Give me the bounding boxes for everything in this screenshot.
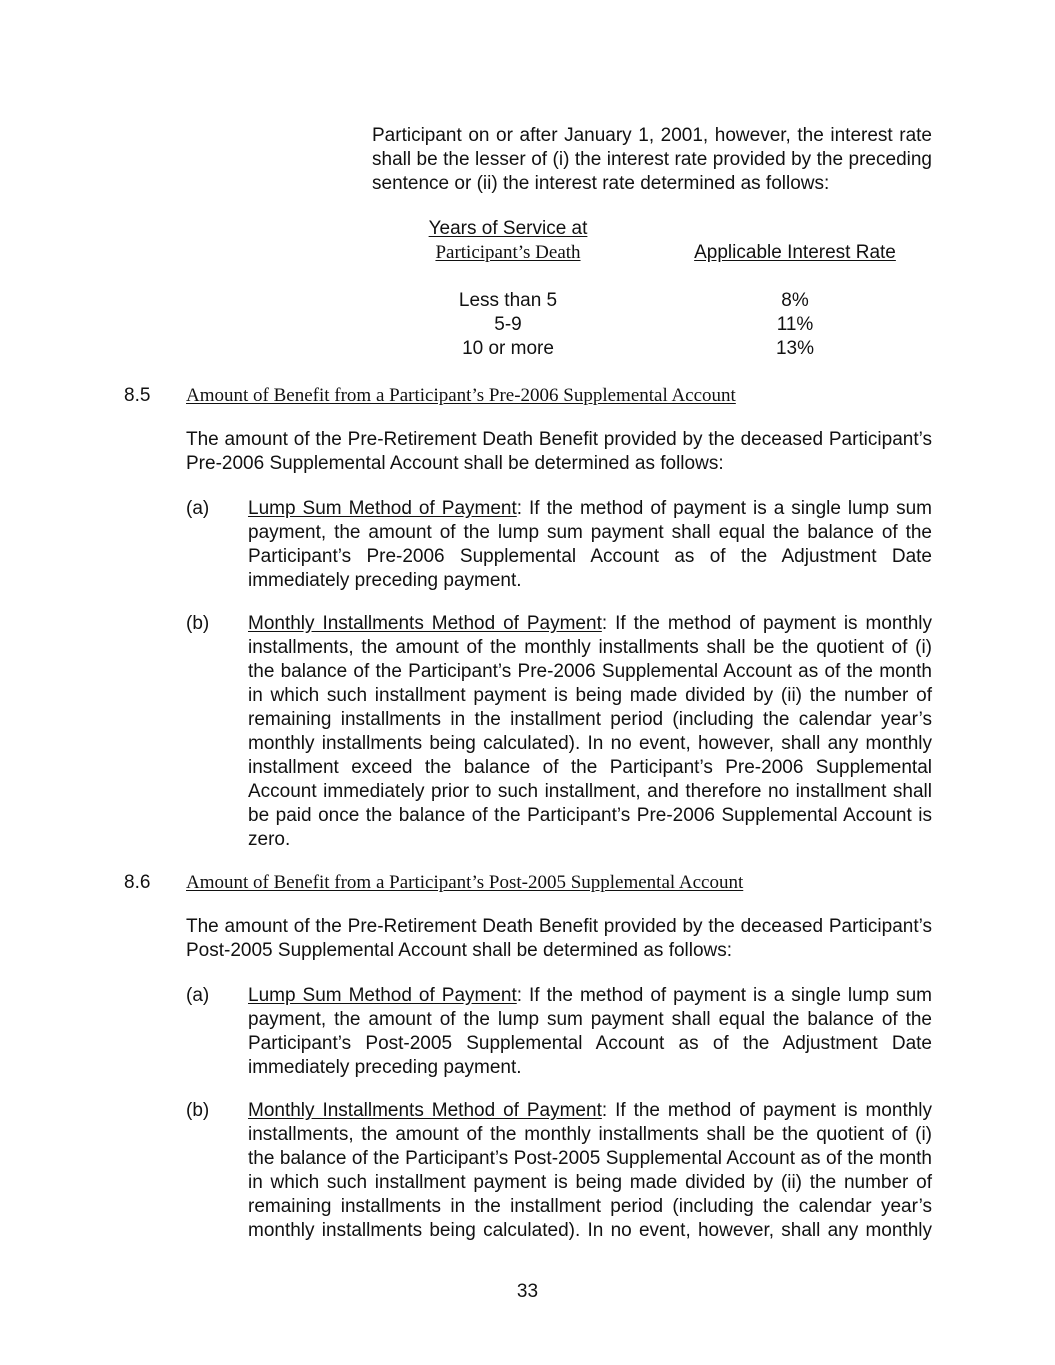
section-8-6-intro: The amount of the Pre-Retirement Death Benefit provided by the deceased Participant’s Post-2005 Supplemental Account shall be determined as follows: [186, 916, 932, 961]
intro-paragraph: Participant on or after January 1, 2001, however, the interest rate shall be the lesser of (i) the interest rate provided by the preceding sentence or (ii) the interest rate determined as follows: [372, 125, 932, 194]
table-cell-years: Less than 5 [458, 290, 558, 311]
item-heading: Monthly Installments Method of Payment [248, 613, 602, 634]
section-8-6-item-b-label: (b) [186, 1100, 210, 1121]
section-8-6-item-b-body [248, 1099, 932, 1243]
table-header-years-line2: Participant’s Death [435, 242, 581, 263]
table-header-years [388, 217, 628, 265]
section-8-5-intro: The amount of the Pre-Retirement Death Benefit provided by the deceased Participant’s Pre-2006 Supplemental Account shall be determined as follows: [186, 429, 932, 474]
table-cell-rate: 11% [776, 314, 814, 335]
section-8-6-title: Amount of Benefit from a Participant’s Post-2005 Supplemental Account [186, 872, 744, 893]
item-text: : If the method of payment is monthly installments, the amount of the monthly installments shall be the quotient of (i) the balance of the Participant’s Post-2005 Supplemental Account as of the month in which such installment payment is being made divided by (ii) the number of remaining installments in the installment period (including the calendar year’s monthly installments being calculated). In no event, however, shall any monthly [248, 1100, 933, 1241]
item-text: : If the method of payment is a single lump sum payment, the amount of the lump sum payment shall equal the balance of the Participant’s Post-2005 Supplemental Account as of the Adjustment Date immediately preceding payment. [248, 985, 932, 1078]
item-heading: Lump Sum Method of Payment [248, 985, 517, 1006]
item-text: : If the method of payment is a single lump sum payment, the amount of the lump sum payment shall equal the balance of the Participant’s Pre-2006 Supplemental Account as of the Adjustment Date immediately preceding payment. [248, 498, 932, 591]
table-cell-rate: 8% [781, 290, 809, 311]
item-heading: Monthly Installments Method of Payment [248, 1100, 602, 1121]
section-8-6-item-a-label: (a) [186, 985, 210, 1006]
table-cell-years: 10 or more [462, 338, 554, 359]
page-number: 33 [516, 1281, 539, 1302]
section-8-5-title: Amount of Benefit from a Participant’s Pre-2006 Supplemental Account [186, 385, 736, 406]
section-8-5-item-b-body [248, 612, 932, 852]
table-cell-rate: 13% [775, 338, 815, 359]
item-text: : If the method of payment is monthly installments, the amount of the monthly installments shall be the quotient of (i) the balance of the Participant’s Pre-2006 Supplemental Account as of the month in which such installment payment is being made divided by (ii) the number of remaining installments in the installment period (including the calendar year’s monthly installments being calculated). In no event, however, shall any monthly installment exceed the balance of the Participant’s Pre-2006 Supplemental Account immediately prior to such installment, and therefore no installment shall be paid once the balance of the Participant’s Pre-2006 Supplemental Account is zero. [248, 613, 933, 850]
section-8-5-number: 8.5 [124, 385, 151, 406]
section-8-5-item-a-body [248, 497, 932, 593]
section-8-5-item-b-label: (b) [186, 613, 210, 634]
table-cell-years: 5-9 [494, 314, 522, 335]
item-heading: Lump Sum Method of Payment [248, 498, 517, 519]
section-8-6-number: 8.6 [124, 872, 151, 893]
table-header-years-line1: Years of Service at [428, 218, 588, 239]
section-8-6-item-a-body [248, 984, 932, 1080]
section-8-5-item-a-label: (a) [186, 498, 210, 519]
table-header-rate: Applicable Interest Rate [694, 242, 896, 263]
